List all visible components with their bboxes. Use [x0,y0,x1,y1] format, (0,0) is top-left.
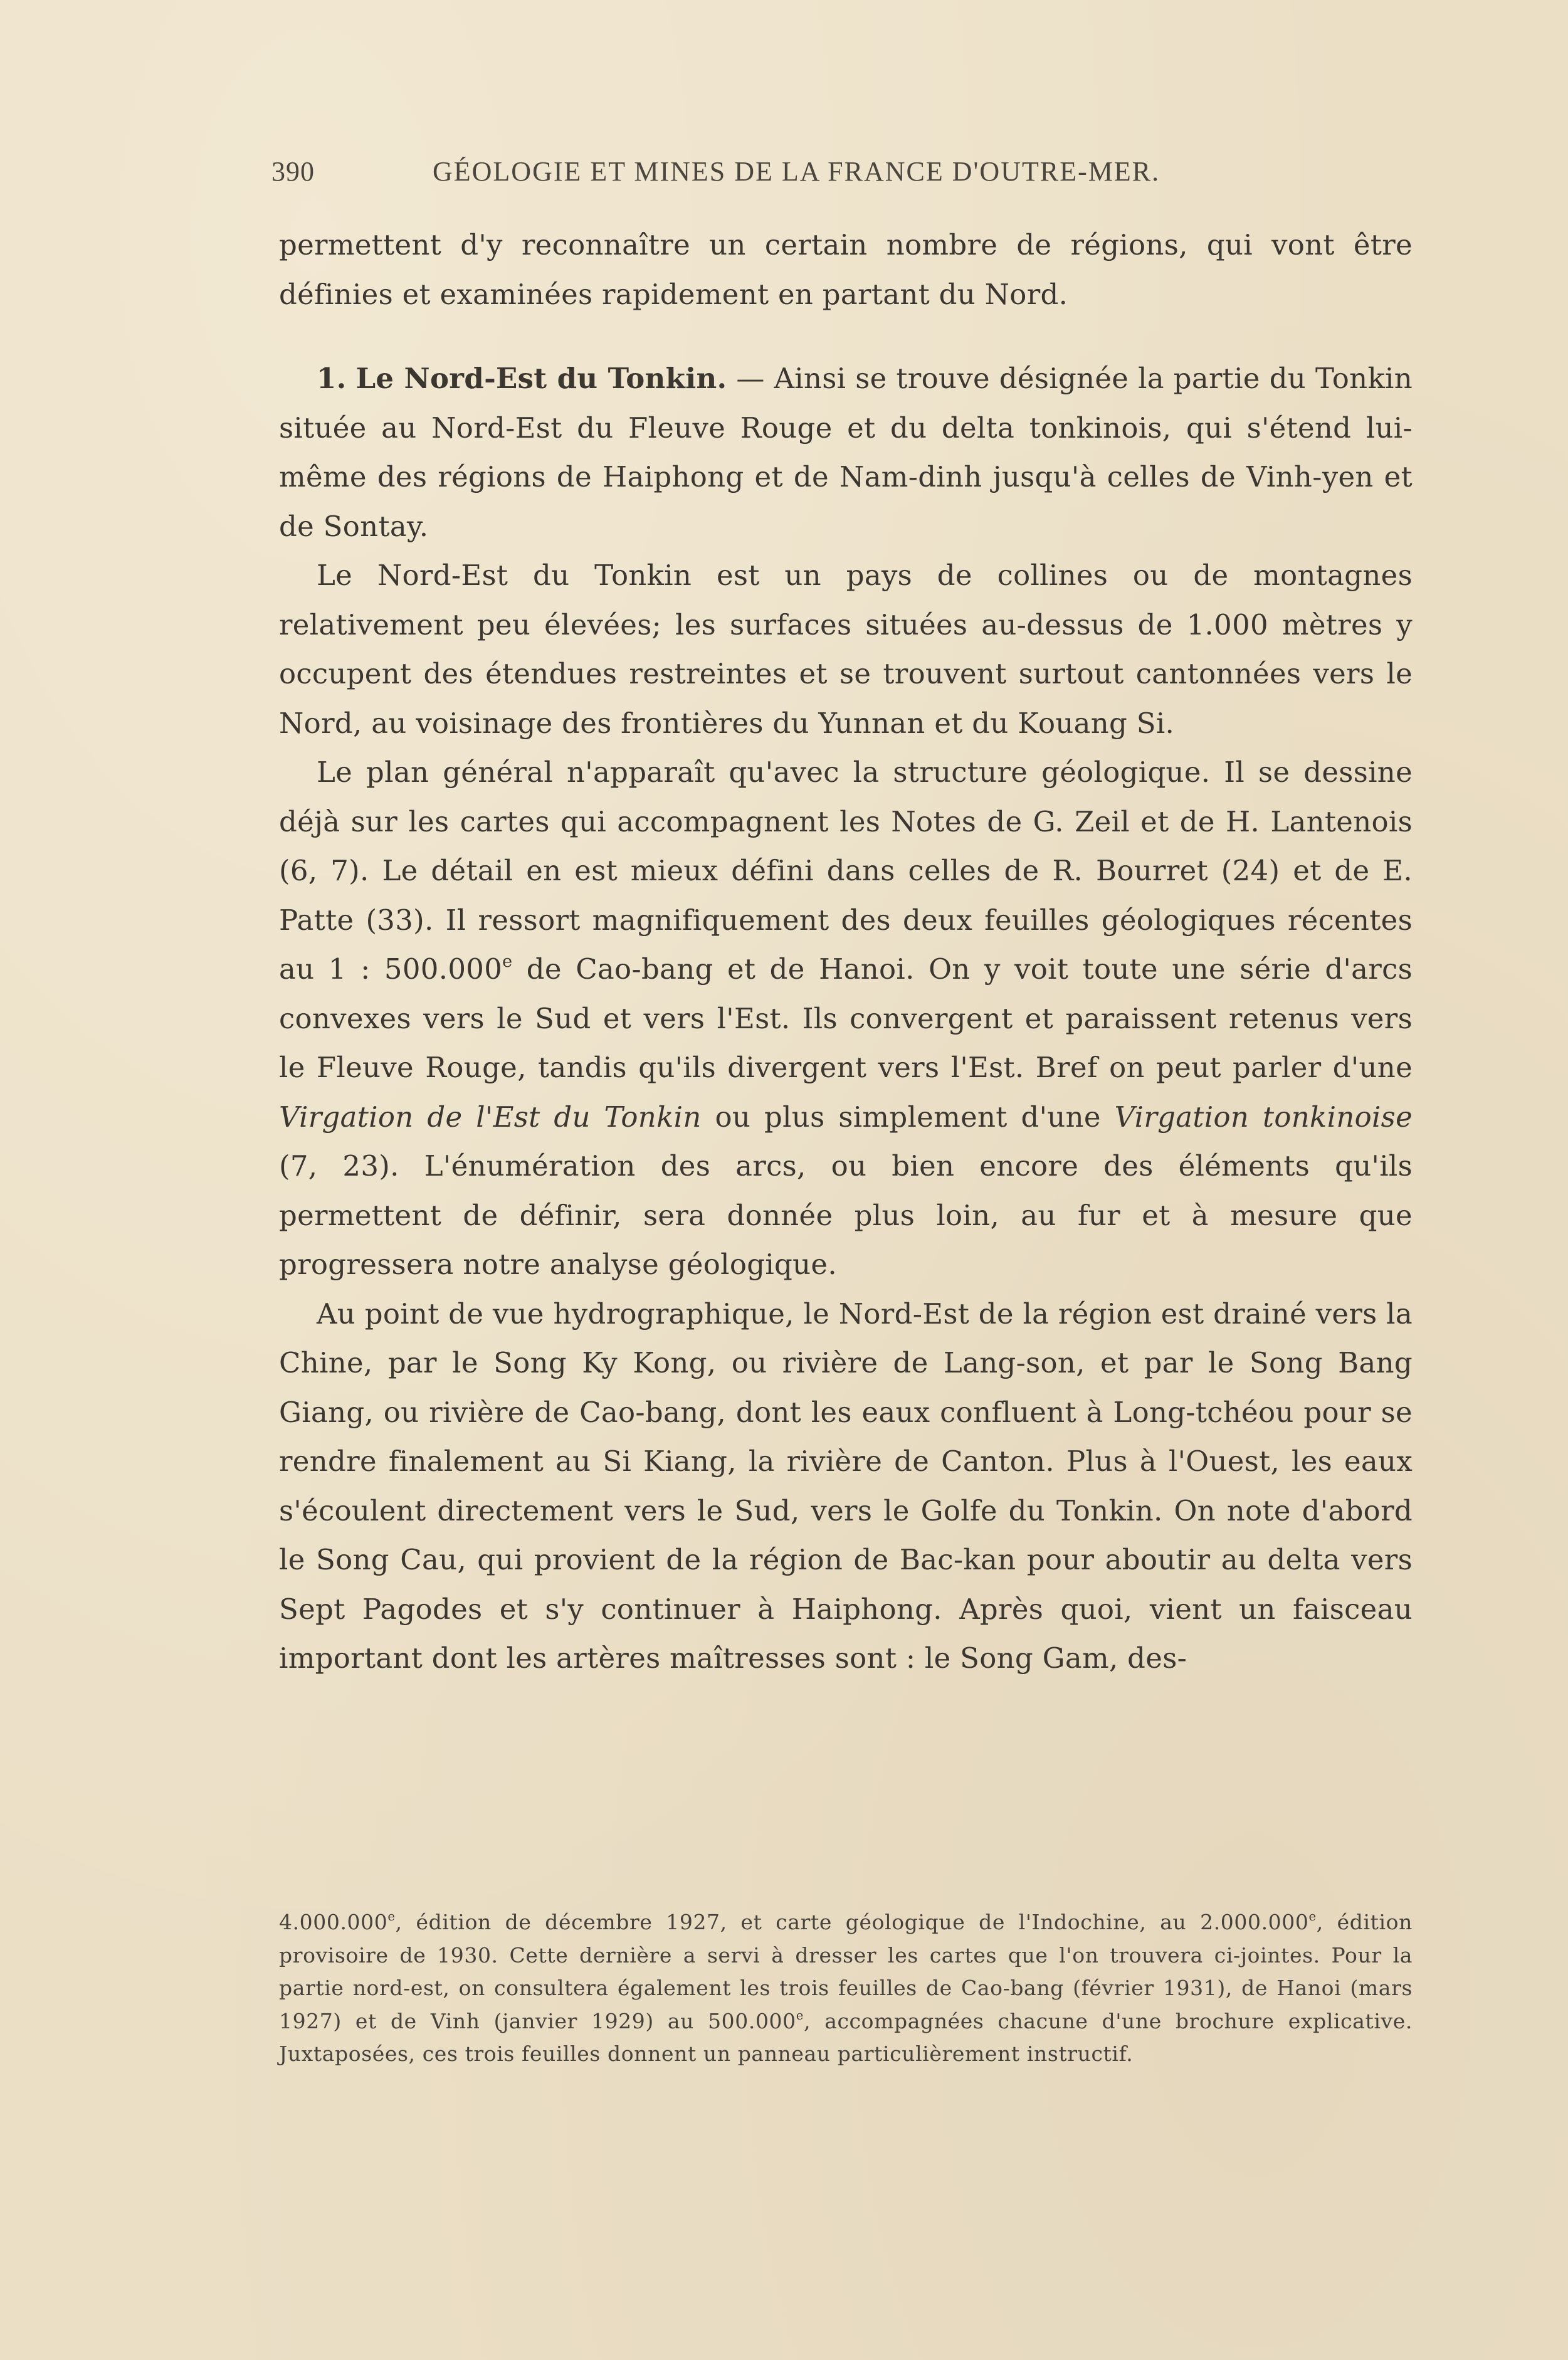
italic-term: Virgation de l'Est du Tonkin [279,1100,702,1134]
section-number: 1. [317,362,347,395]
section-text: — Ainsi se trouve désignée la partie du Tonkin située au Nord-Est du Fleuve Rouge et du delta tonkinois, qui s'étend lui-même des régions de Haiphong et de Nam-dinh jusqu'à celles de Vinh-yen et de Sontay. [279,362,1413,543]
paragraph-continuation: permettent d'y reconnaître un certain nombre de régions, qui vont être définies et examinées rapidement en partant du Nord. [279,228,1413,311]
paragraph-structure [279,748,1413,1290]
text-run: (7, 23). L'énumération des arcs, ou bien encore des éléments qu'ils permettent de définir, sera donnée plus loin, au fur et à mesure que progressera notre analyse géologique. [279,1149,1413,1281]
superscript: e [1308,1909,1317,1924]
italic-term: Virgation tonkinoise [1114,1100,1413,1134]
running-title: GÉOLOGIE ET MINES DE LA FRANCE D'OUTRE-MER. [433,156,1160,187]
text-run: , édition provisoire de 1930. Cette dernière a servi à dresser les cartes que l'on trouvera ci-jointes. Pour la partie nord-est, on consultera également les trois feuilles de Cao-bang (février 1931), de Hanoi (mars 1927) et de Vinh (janvier 1929) au 500.000 [279,1910,1413,2033]
section-title: Le Nord-Est du Tonkin. [355,362,727,395]
paragraph-hydrography: Au point de vue hydrographique, le Nord-Est de la région est drainé vers la Chine, par le Song Ky Kong, ou rivière de Lang-son, et par le Song Bang Giang, ou rivière de Cao-bang, dont les eaux confluent à Long-tchéou pour se rendre finalement au Si Kiang, la rivière de Canton. Plus à l'Ouest, les eaux s'écoulent directement vers le Sud, vers le Golfe du Tonkin. On note d'abord le Song Cau, qui provient de la région de Bac-kan pour aboutir au delta vers Sept Pagodes et s'y continuer à Haiphong. Après quoi, vient un faisceau important dont les artères maîtresses sont : le Song Gam, des- [279,1297,1413,1675]
text-run: Le plan général n'apparaît qu'avec la structure géologique. Il se dessine déjà sur les cartes qui accompagnent les Notes de G. Zeil et de H. Lantenois (6, 7). Le détail en est mieux défini dans celles de R. Bourret (24) et de E. Patte (33). Il ressort magnifiquement des deux feuilles géologiques récentes au 1 : 500.000 [279,756,1413,986]
footnote [279,1906,1413,2071]
text-run: de Cao-bang et de Hanoi. On y voit toute une série d'arcs convexes vers le Sud et vers l'Est. Ils convergent et paraissent retenus vers le Fleuve Rouge, tandis qu'ils divergent vers l'Est. Bref on peut parler d'une [279,952,1413,1084]
text-run: , édition de décembre 1927, et carte géologique de l'Indochine, au 2.000.000 [395,1910,1309,1934]
section-paragraph [279,354,1413,551]
text-run: , accompagnées chacune d'une brochure explicative. Juxtaposées, ces trois feuilles donnent un panneau particulièrement instructif. [279,2008,1413,2066]
page-number: 390 [271,156,315,187]
footnote-text [279,1906,1413,2071]
paragraph-relief: Le Nord-Est du Tonkin est un pays de collines ou de montagnes relativement peu élevées; les surfaces situées au-dessus de 1.000 mètres y occupent des étendues restreintes et se trouvent surtout cantonnées vers le Nord, au voisinage des frontières du Yunnan et du Kouang Si. [279,559,1413,740]
running-header [271,155,1413,196]
superscript: e [502,952,513,972]
text-run: ou plus simplement d'une [701,1100,1115,1134]
text-run: 4.000.000 [279,1910,388,1934]
body-text [279,221,1413,1683]
superscript: e [796,2008,804,2023]
superscript: e [387,1909,396,1924]
